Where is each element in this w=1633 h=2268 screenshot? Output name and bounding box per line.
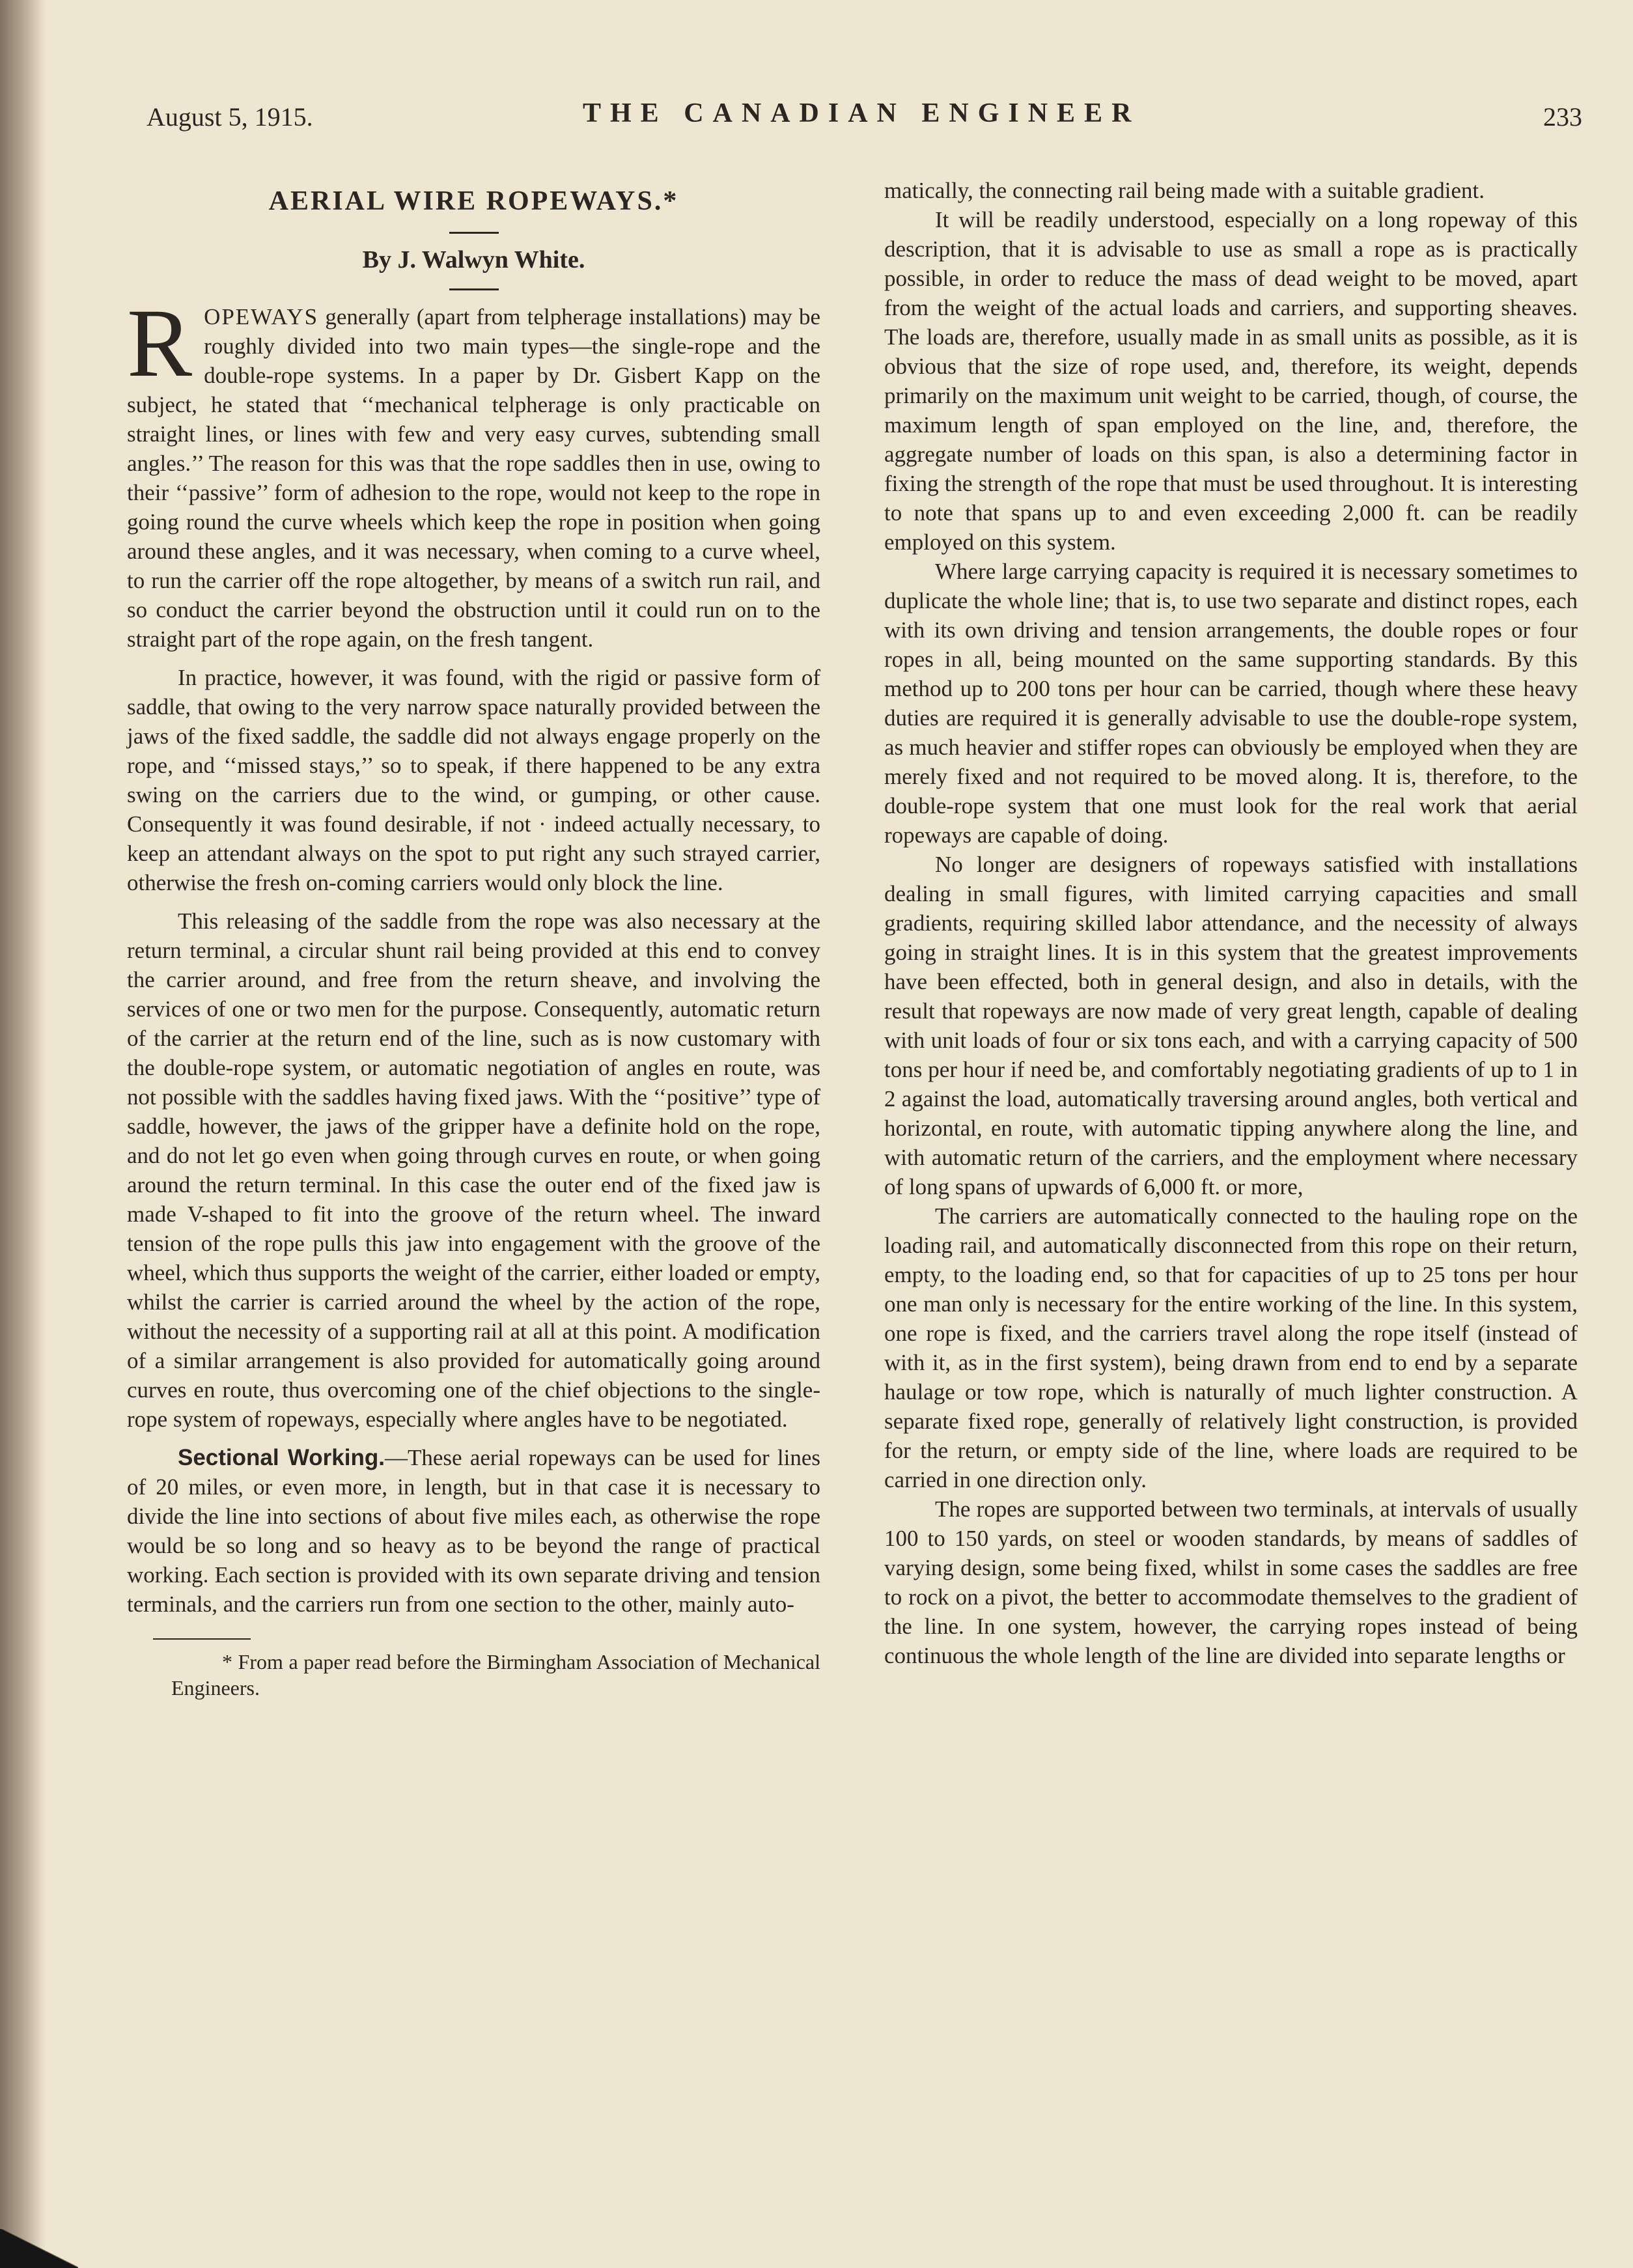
- left-column: [127, 171, 820, 1701]
- article-byline: By J. Walwyn White.: [362, 246, 585, 273]
- paragraph-text: generally (apart from telpherage installations) may be roughly divided into two main types—the single-rope and the double-rope systems. In a paper by Dr. Gisbert Kapp on the subject, he stated that ‘‘mechanical telpherage is only practicable on straight lines, or lines with few and very easy curves, subtending small angles.’’ The reason for this was that the rope saddles then in use, owing to their ‘‘passive’’ form of adhesion to the rope, would not keep to the rope in going round the curve wheels which keep the rope in position when going around these angles, and it was necessary, when coming to a curve wheel, to run the carrier off the rope altogether, by means of a switch run rail, and so conduct the carrier beyond the obstruction until it could run on to the straight part of the rope again, on the fresh tangent.: [127, 304, 820, 652]
- paragraph: In practice, however, it was found, with the rigid or passive form of saddle, that owing to the very narrow space naturally provided between the jaws of the fixed saddle, the saddle did not always engage properly on the rope, and ‘‘missed stays,’’ so to speak, if there happened to be any extra swing on the carriers due to the wind, or gumping, or other cause. Consequently it was found desirable, if not · indeed actually necessary, to keep an attendant always on the spot to put right any such strayed carrier, otherwise the fresh on-coming carriers would only block the line.: [127, 665, 820, 895]
- lead-word: OPEWAYS: [204, 304, 319, 329]
- issue-date: August 5, 1915.: [147, 102, 313, 132]
- paragraph: It will be readily understood, especially on a long ropeway of this description, that it is advisable to use as small a rope as is practically possible, in order to reduce the mass of dead weight to be moved, apart from the weight of the actual loads and carriers, and supporting sheaves. The loads are, therefore, usually made in as small units as possible, as it is obvious that the size of rope used, and, therefore, its weight, depends primarily on the maximum unit weight to be carried, though, of course, the maximum length of span employed on the line, and, therefore, the aggregate number of loads on this span, is also a determining factor in fixing the strength of the rope that must be used throughout. It is interesting to note that spans up to and even exceeding 2,000 ft. can be readily employed on this system.: [884, 207, 1578, 555]
- journal-title: THE CANADIAN ENGINEER: [583, 98, 1141, 128]
- article-title: AERIAL WIRE ROPEWAYS.*: [268, 186, 679, 216]
- paragraph: [127, 1443, 820, 1619]
- title-divider: [449, 232, 499, 234]
- page-binding-shadow: [0, 0, 46, 2268]
- footnote: * From a paper read before the Birmingham Association of Mechanical Engineers.: [171, 1650, 820, 1700]
- paragraph-text: —These aerial ropeways can be used for lines of 20 miles, or even more, in length, but in that case it is necessary to divide the line into sections of about five miles each, as otherwise the rope would be so long and so heavy as to be beyond the range of practical working. Each section is provided with its own separate driving and tension terminals, and the carriers run from one section to the other, mainly auto-: [127, 1445, 820, 1617]
- section-heading: Sectional Working.: [178, 1445, 385, 1470]
- paragraph: Where large carrying capacity is required it is necessary sometimes to duplicate the whole line; that is, to use two separate and distinct ropes, each with its own driving and tension arrangements, the double ropes or four ropes in all, being mounted on the same supporting standards. By this method up to 200 tons per hour can be carried, though where these heavy duties are required it is generally advisable to use the double-rope system, as much heavier and stiffer ropes can obviously be employed when they are merely fixed and not required to be moved along. It is, therefore, to the double-rope system that one must look for the real work that aerial ropeways are capable of doing.: [884, 559, 1578, 848]
- footnote-divider: [153, 1638, 251, 1640]
- paragraph: [127, 289, 820, 654]
- drop-cap: R: [127, 289, 193, 397]
- paragraph: This releasing of the saddle from the rope was also necessary at the return terminal, a circular shunt rail being provided at this end to convey the carrier around, and free from the return sheave, and involving the services of one or two men for the purpose. Consequently, automatic return of the carrier at the return end of the line, such as is now customary with the double-rope system, or automatic negotiation of angles en route, was not possible with the saddles having fixed jaws. With the ‘‘positive’’ type of saddle, however, the jaws of the gripper have a definite hold on the rope, and do not let go even when going through curves en route, or when going around the return terminal. In this case the outer end of the fixed jaw is made V-shaped to fit into the groove of the return wheel. The inward tension of the rope pulls this jaw into engagement with the groove of the wheel, which thus supports the weight of the carrier, either loaded or empty, whilst the carrier is carried around the wheel by the action of the rope, without the necessity of a supporting rail at all at this point. A modification of a similar arrangement is also provided for automatically going around curves en route, thus overcoming one of the chief objections to the single-rope system of ropeways, especially where angles have to be negotiated.: [127, 908, 820, 1432]
- byline-divider: [449, 288, 499, 290]
- paragraph: No longer are designers of ropeways satisfied with installations dealing in small figures, with limited carrying capacities and small gradients, requiring skilled labor attendance, and the necessity of always going in straight lines. It is in this system that the greatest improvements have been effected, both in general design, and also in details, with the result that ropeways are now made of very great length, capable of dealing with unit loads of four or six tons each, and with a carrying capacity of 500 tons per hour if need be, and comfortably negotiating gradients of up to 1 in 2 against the load, automatically traversing around angles, both vertical and horizontal, en route, with automatic tipping anywhere along the line, and with automatic return of the carriers, and the employment where necessary of long spans of upwards of 6,000 ft. or more,: [884, 852, 1578, 1199]
- paragraph: The carriers are automatically connected to the hauling rope on the loading rail, and automatically disconnected from this rope on their return, empty, to the loading end, so that for capacities of up to 25 tons per hour one man only is necessary for the entire working of the line. In this system, one rope is fixed, and the carriers travel along the rope itself (instead of with it, as in the first system), being drawn from end to end by a separate haulage or tow rope, which is naturally of much lighter construction. A separate fixed rope, generally of relatively light construction, is provided for the return, or empty side of the line, where loads are required to be carried in one direction only.: [884, 1203, 1578, 1492]
- right-column: [884, 176, 1578, 1670]
- running-header: [147, 98, 1582, 143]
- paragraph: matically, the connecting rail being made with a suitable gradient.: [884, 178, 1485, 203]
- scan-corner: [0, 2229, 78, 2268]
- page-number: 233: [1543, 102, 1582, 132]
- paragraph: The ropes are supported between two terminals, at intervals of usually 100 to 150 yards, on steel or wooden standards, by means of saddles of varying design, some being fixed, whilst in some cases the saddles are free to rock on a pivot, the better to accommodate themselves to the gradient of the line. In one system, however, the carrying ropes instead of being continuous the whole length of the line are divided into separate lengths or: [884, 1496, 1578, 1668]
